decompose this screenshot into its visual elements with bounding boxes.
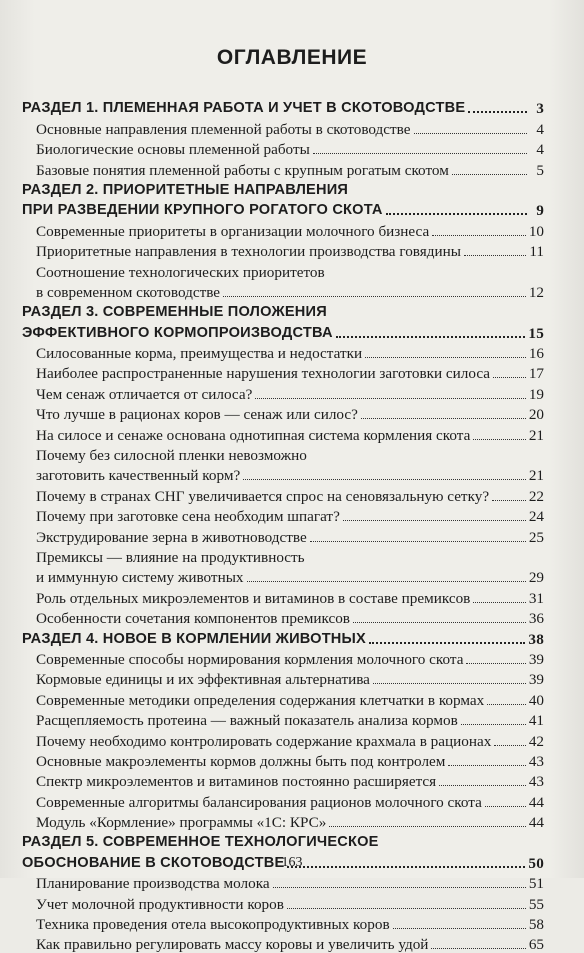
toc-entry-title: Учет молочной продуктивности коров	[36, 895, 284, 913]
toc-entry	[22, 484, 544, 504]
toc-entry-title: Современные способы нормирования кормления молочного скота	[36, 650, 464, 668]
dot-leader	[431, 948, 525, 949]
toc-entry	[22, 648, 544, 668]
toc-entry	[22, 750, 544, 770]
toc-page-number: 25	[528, 528, 544, 546]
dot-leader	[386, 213, 527, 215]
toc-page-number: 9	[536, 202, 544, 220]
page-number: 163	[281, 855, 303, 870]
toc-entry-title: Как правильно регулировать массу коровы и увеличить удой	[36, 936, 429, 953]
dot-leader	[461, 724, 526, 725]
toc-entry	[22, 342, 544, 362]
toc-entry	[22, 444, 544, 464]
toc-entry	[22, 505, 544, 525]
toc-entry-title: РАЗДЕЛ 3. СОВРЕМЕННЫЕ ПОЛОЖЕНИЯ	[22, 304, 327, 321]
toc-entry-title: Силосованные корма, преимущества и недостатки	[36, 345, 363, 363]
toc-entry	[22, 158, 544, 178]
toc-entry	[22, 117, 544, 137]
toc-entry-title: Современные приоритеты в организации молочного бизнеса	[36, 222, 430, 240]
toc-page-number: 4	[536, 141, 544, 159]
toc-entry	[22, 403, 544, 423]
toc-entry-title: Роль отдельных микроэлементов и витаминов в составе премиксов	[36, 589, 471, 607]
toc-entry-title: Базовые понятия племенной работы с крупным рогатым скотом	[36, 161, 449, 179]
toc-page-number: 3	[536, 100, 544, 118]
dot-leader	[393, 928, 526, 929]
toc-entry	[22, 790, 544, 810]
toc-page-number: 12	[528, 283, 544, 301]
toc-page-number: 65	[528, 936, 544, 953]
dot-leader	[336, 336, 526, 338]
toc-entry-title: РАЗДЕЛ 4. НОВОЕ В КОРМЛЕНИИ ЖИВОТНЫХ	[22, 630, 366, 647]
dot-leader	[255, 398, 525, 399]
toc-entry	[22, 729, 544, 749]
toc-entry-title: Модуль «Кормление» программы «1С: КРС»	[36, 814, 327, 832]
toc-page-number: 21	[528, 426, 544, 444]
toc-section-heading	[22, 301, 544, 321]
toc-entry-title: РАЗДЕЛ 1. ПЛЕМЕННАЯ РАБОТА И УЧЕТ В СКОТОВОДСТВЕ	[22, 100, 466, 117]
dot-leader	[432, 235, 526, 236]
toc-entry	[22, 219, 544, 239]
toc-entry-title: ОБОСНОВАНИЕ В СКОТОВОДСТВЕ	[22, 854, 285, 871]
toc-entry	[22, 872, 544, 892]
toc-entry-title: Основные направления племенной работы в скотоводстве	[36, 120, 411, 138]
toc-entry	[22, 688, 544, 708]
dot-leader	[473, 439, 526, 440]
toc-section-heading	[22, 199, 544, 219]
toc-entry-title: Техника проведения отела высокопродуктивных коров	[36, 916, 390, 934]
toc-entry	[22, 525, 544, 545]
toc-entry	[22, 240, 544, 260]
toc-page-number: 36	[528, 610, 544, 628]
dot-leader	[439, 785, 526, 786]
dot-leader	[466, 663, 525, 664]
toc-entry-title: Современные алгоритмы балансирования рационов молочного скота	[36, 793, 482, 811]
toc-entry	[22, 607, 544, 627]
toc-page-number: 51	[528, 875, 544, 893]
toc-entry	[22, 362, 544, 382]
toc-entry-title: На силосе и сенаже основана однотипная система кормления скота	[36, 426, 471, 444]
toc-entry	[22, 586, 544, 606]
dot-leader	[343, 520, 526, 521]
dot-leader	[353, 622, 526, 623]
dot-leader	[329, 826, 525, 827]
toc-page-number: 16	[528, 345, 544, 363]
toc-entry	[22, 464, 544, 484]
toc-entry-title: Чем сенаж отличается от силоса?	[36, 385, 253, 403]
toc-entry	[22, 546, 544, 566]
toc-entry-title: РАЗДЕЛ 2. ПРИОРИТЕТНЫЕ НАПРАВЛЕНИЯ	[22, 181, 349, 198]
toc-section-heading	[22, 831, 544, 851]
toc-page-number: 20	[528, 406, 544, 424]
dot-leader	[487, 704, 526, 705]
toc-page-number: 39	[528, 650, 544, 668]
toc-entry	[22, 933, 544, 953]
dot-leader	[365, 357, 526, 358]
dot-leader	[369, 642, 525, 644]
toc-entry-title: Почему без силосной пленки невозможно	[36, 447, 307, 465]
toc-entry-title: Основные макроэлементы кормов должны быть под контролем	[36, 752, 446, 770]
toc-entry	[22, 811, 544, 831]
toc-entry-title: Планирование производства молока	[36, 875, 270, 893]
toc-page-number: 42	[528, 732, 544, 750]
toc-page-number: 44	[528, 814, 544, 832]
dot-leader	[361, 418, 526, 419]
toc-entry-title: Биологические основы племенной работы	[36, 141, 310, 159]
toc-entry-title: Кормовые единицы и их эффективная альтернатива	[36, 671, 370, 689]
dot-leader	[223, 296, 526, 297]
toc-page-number: 43	[528, 773, 544, 791]
dot-leader	[485, 806, 526, 807]
toc-entry-title: Расщепляемость протеина — важный показатель анализа кормов	[36, 712, 458, 730]
toc-section-heading	[22, 97, 544, 117]
toc-entry	[22, 566, 544, 586]
dot-leader	[493, 377, 526, 378]
toc-entry	[22, 281, 544, 301]
dot-leader	[468, 111, 527, 113]
dot-leader	[373, 683, 526, 684]
toc-page-number: 22	[528, 487, 544, 505]
toc-entry-title: Почему в странах СНГ увеличивается спрос на сеновязальную сетку?	[36, 487, 490, 505]
toc-entry	[22, 668, 544, 688]
toc-entry-title: Соотношение технологических приоритетов	[36, 263, 325, 281]
toc-entry	[22, 423, 544, 443]
toc-entry	[22, 770, 544, 790]
toc-page-number: 17	[528, 365, 544, 383]
page-title: ОГЛАВЛЕНИЕ	[216, 46, 368, 69]
toc-page-number: 41	[528, 712, 544, 730]
toc-entry	[22, 892, 544, 912]
dot-leader	[243, 479, 526, 480]
toc-entry-title: Спектр микроэлементов и витаминов постоянно расширяется	[36, 773, 437, 791]
toc-page-number: 29	[528, 569, 544, 587]
toc-page-number: 11	[529, 243, 544, 261]
dot-leader	[452, 174, 527, 175]
toc-entry	[22, 382, 544, 402]
toc-page-number: 19	[528, 385, 544, 403]
toc-entry-title: ПРИ РАЗВЕДЕНИИ КРУПНОГО РОГАТОГО СКОТА	[22, 202, 383, 219]
toc-entry	[22, 260, 544, 280]
toc-entry	[22, 138, 544, 158]
toc-entry-title: РАЗДЕЛ 5. СОВРЕМЕННОЕ ТЕХНОЛОГИЧЕСКОЕ	[22, 834, 379, 851]
toc-page-number: 10	[528, 222, 544, 240]
dot-leader	[492, 500, 526, 501]
toc-page-number: 31	[528, 589, 544, 607]
toc-section-heading	[22, 627, 544, 647]
dot-leader	[247, 581, 526, 582]
toc-entry-title: Что лучше в рационах коров — сенаж или силос?	[36, 406, 358, 424]
toc-page-number: 55	[528, 895, 544, 913]
dot-leader	[448, 765, 525, 766]
toc-page-number: 38	[528, 630, 544, 648]
toc-entry-title: Премиксы — влияние на продуктивность	[36, 548, 305, 566]
toc-page-number: 24	[528, 508, 544, 526]
toc-page-number: 39	[528, 671, 544, 689]
toc-entry-title: ЭФФЕКТИВНОГО КОРМОПРОИЗВОДСТВА	[22, 324, 333, 341]
dot-leader	[313, 153, 527, 154]
toc-entry-title: заготовить качественный корм?	[36, 467, 241, 485]
toc-entry	[22, 913, 544, 933]
toc-section-heading	[22, 321, 544, 341]
dot-leader	[310, 541, 526, 542]
toc-entry	[22, 709, 544, 729]
table-of-contents	[22, 97, 544, 953]
dot-leader	[287, 908, 526, 909]
toc-page-number: 58	[528, 916, 544, 934]
toc-page-number: 43	[528, 752, 544, 770]
toc-page-number: 5	[536, 161, 544, 179]
toc-section-heading	[22, 179, 544, 199]
toc-entry-title: и иммунную систему животных	[36, 569, 244, 587]
toc-page-number: 21	[528, 467, 544, 485]
toc-entry-title: Почему при заготовке сена необходим шпагат?	[36, 508, 340, 526]
dot-leader	[273, 887, 526, 888]
toc-entry-title: Современные методики определения содержания клетчатки в кормах	[36, 691, 485, 709]
toc-entry-title: Особенности сочетания компонентов премиксов	[36, 610, 350, 628]
toc-page-number: 4	[536, 120, 544, 138]
toc-page-number: 40	[528, 691, 544, 709]
toc-entry-title: в современном скотоводстве	[36, 283, 221, 301]
toc-page-number: 15	[528, 324, 544, 342]
toc-entry-title: Приоритетные направления в технологии производства говядины	[36, 243, 461, 261]
dot-leader	[494, 745, 526, 746]
dot-leader	[464, 255, 526, 256]
toc-page-number: 50	[528, 854, 544, 872]
dot-leader	[473, 602, 525, 603]
toc-entry-title: Экструдирование зерна в животноводстве	[36, 528, 307, 546]
dot-leader	[414, 133, 528, 134]
toc-entry-title: Наиболее распространенные нарушения технологии заготовки силоса	[36, 365, 491, 383]
toc-page-number: 44	[528, 793, 544, 811]
toc-entry-title: Почему необходимо контролировать содержание крахмала в рационах	[36, 732, 492, 750]
